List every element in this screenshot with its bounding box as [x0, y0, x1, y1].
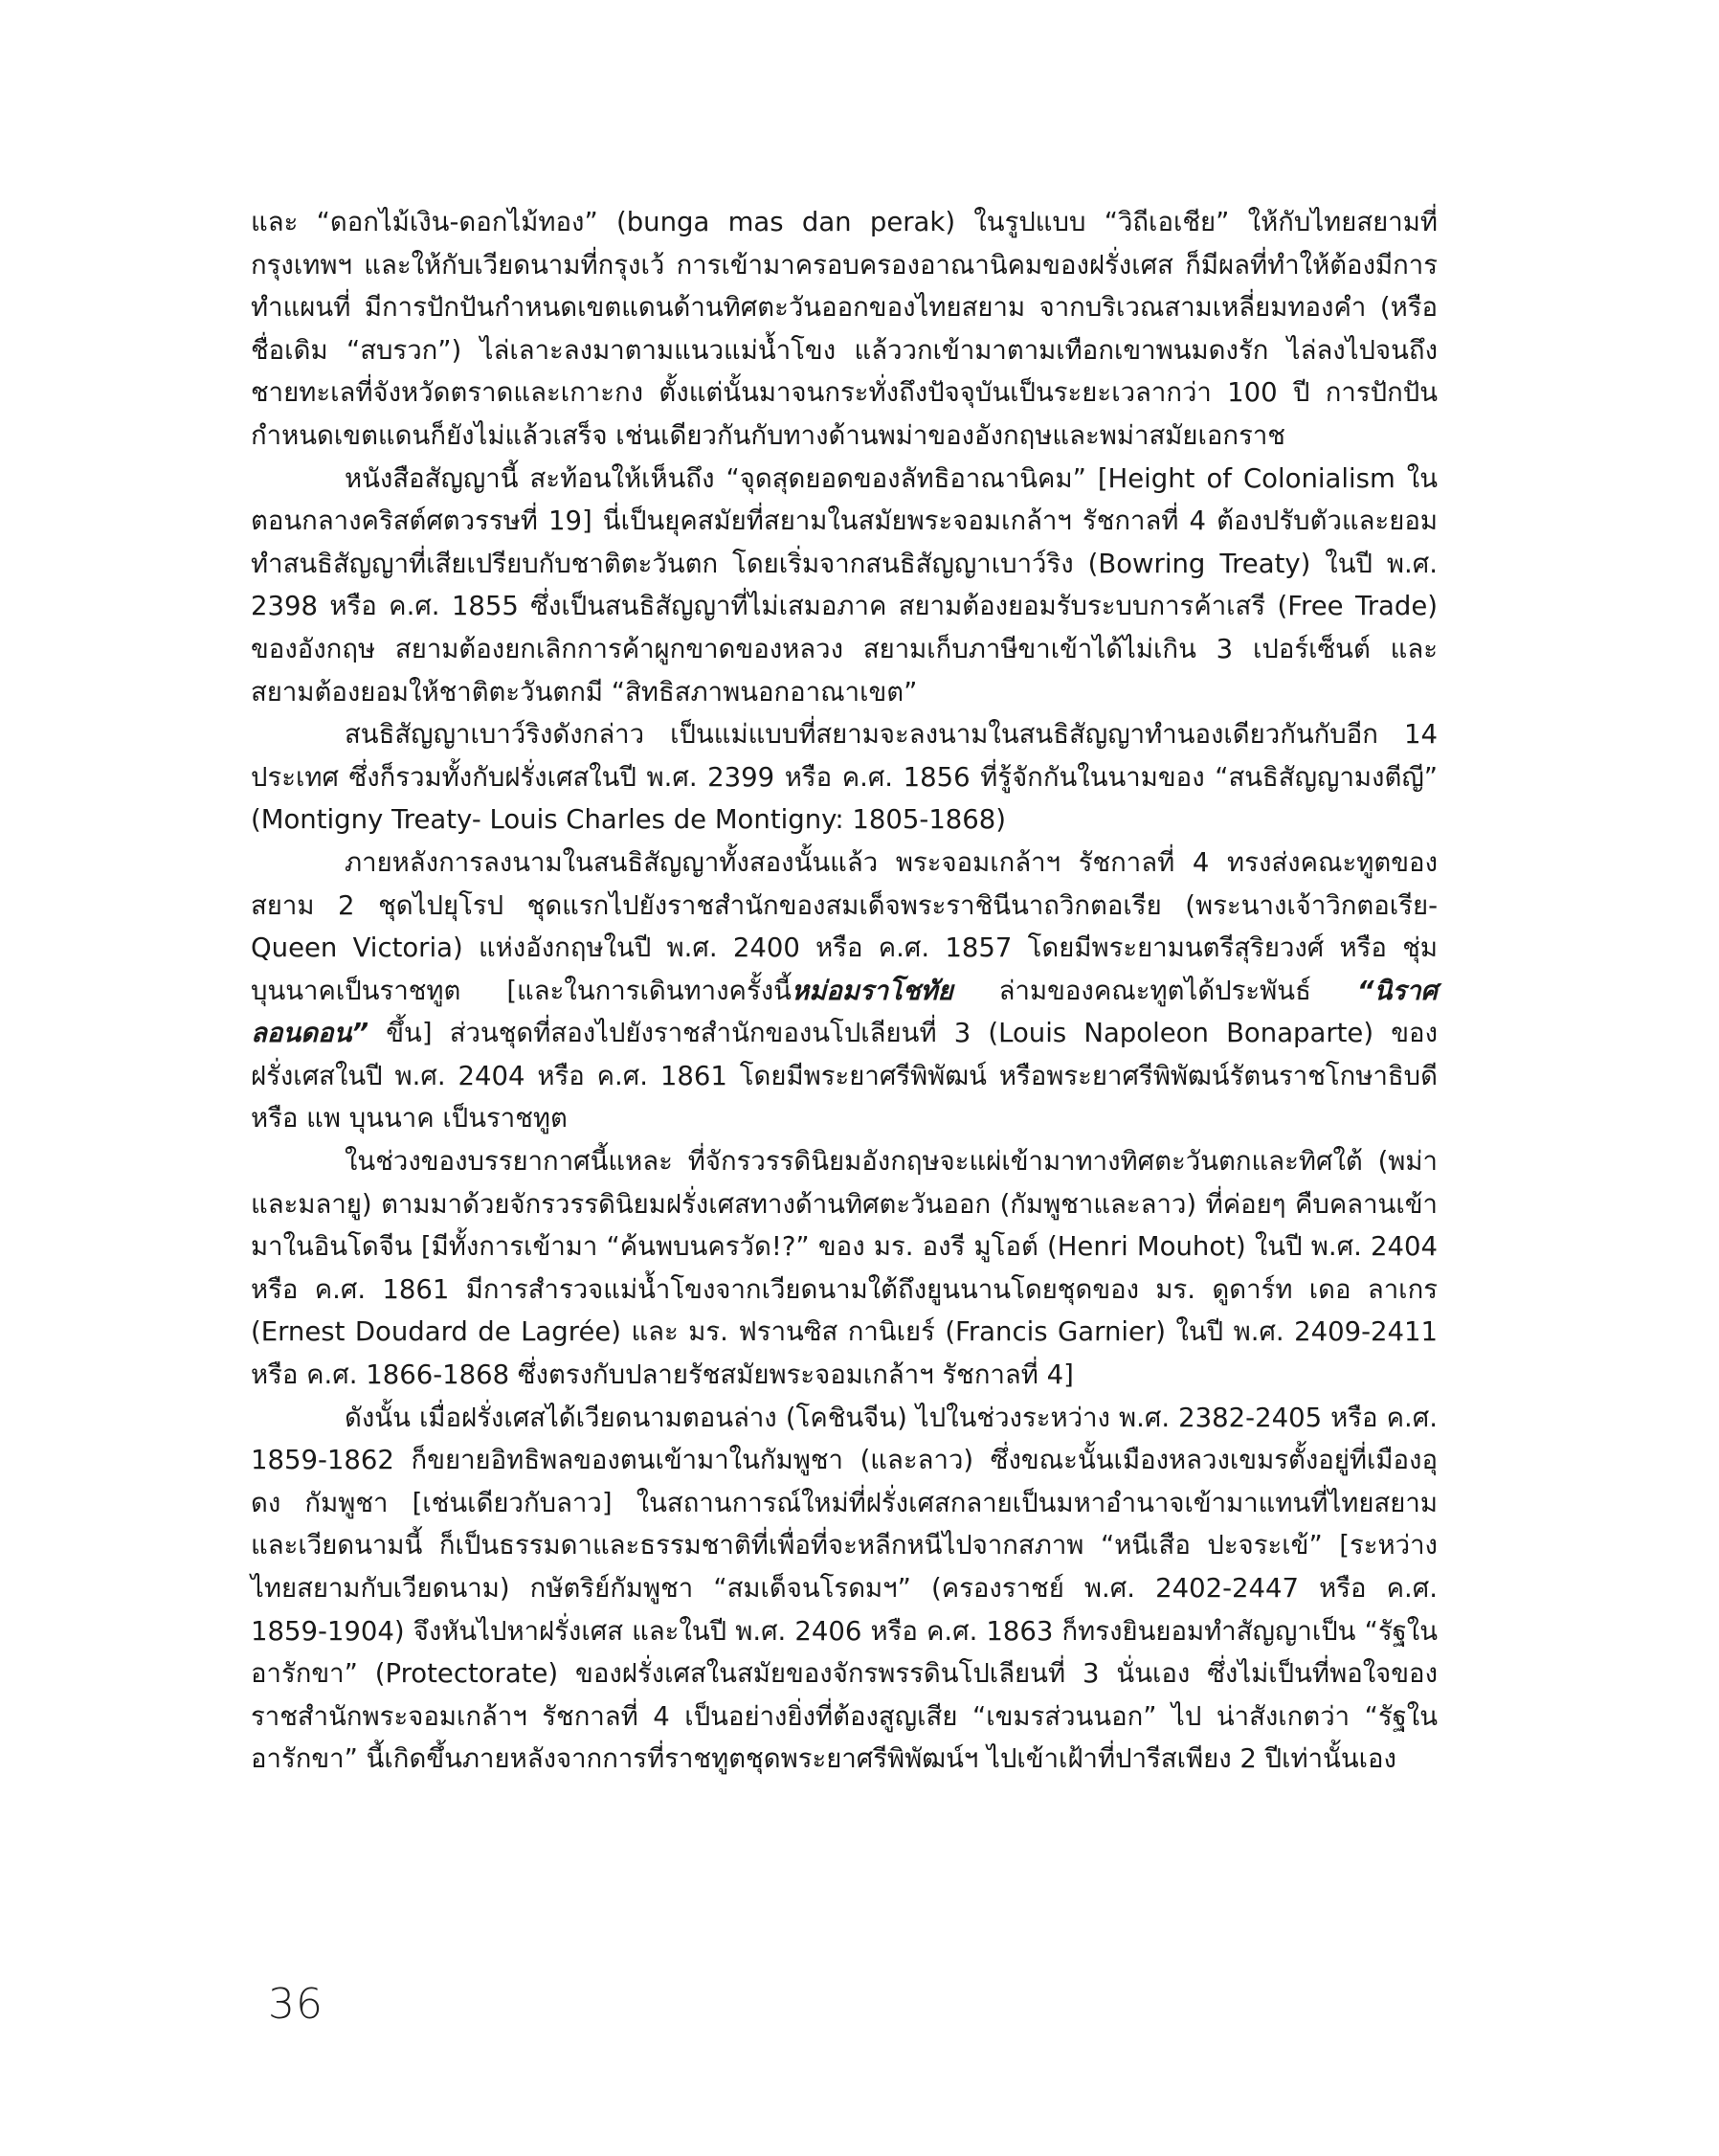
paragraph-4: [251, 842, 1438, 1140]
paragraph-1: [251, 201, 1438, 458]
paragraph-text: และ “ดอกไม้เงิน-ดอกไม้ทอง” (bunga mas dan perak) ในรูปแบบ “วิถีเอเชีย” ให้กับไทยสยามที่กรุงเทพฯ และให้กับเวียดนามที่กรุงเว้ การเข้ามาครอบครองอาณานิคมของฝรั่งเศส ก็มีผลที่ทำให้ต้องมีการทำแผนที่ มีการปักปันกำหนดเขตแดนด้านทิศตะวันออกของไทยสยาม จากบริเวณสามเหลี่ยมทองคำ (หรือชื่อเดิม “สบรวก”) ไล่เลาะลงมาตามแนวแม่น้ำโขง แล้ววกเข้ามาตามเทือกเขาพนมดงรัก ไล่ลงไปจนถึงชายทะเลที่จังหวัดตราดและเกาะกง ตั้งแต่นั้นมาจนกระทั่งถึงปัจจุบันเป็นระยะเวลากว่า 100 ปี การปักปันกำหนดเขตแดนก็ยังไม่แล้วเสร็จ เช่นเดียวกันกับทางด้านพม่าของอังกฤษและพม่าสมัยเอกราช: [251, 207, 1438, 451]
paragraph-2: [251, 458, 1438, 714]
body-text: [251, 201, 1438, 1781]
paragraph-3: [251, 713, 1438, 842]
emphasis-text: หม่อมราโชทัย: [791, 975, 953, 1006]
page-number: 36: [268, 1980, 324, 2029]
paragraph-5: [251, 1140, 1438, 1397]
paragraph-text: ในช่วงของบรรยากาศนี้แหละ ที่จักรวรรดินิยมอังกฤษจะแผ่เข้ามาทางทิศตะวันตกและทิศใต้ (พม่าและมลายู) ตามมาด้วยจักรวรรดินิยมฝรั่งเศสทางด้านทิศตะวันออก (กัมพูชาและลาว) ที่ค่อยๆ คืบคลานเข้ามาในอินโดจีน [มีทั้งการเข้ามา “ค้นพบนครวัด!?” ของ มร. องรี มูโอต์ (Henri Mouhot) ในปี พ.ศ. 2404 หรือ ค.ศ. 1861 มีการสำรวจแม่น้ำโขงจากเวียดนามใต้ถึงยูนนานโดยชุดของ มร. ดูดาร์ท เดอ ลาเกร (Ernest Doudard de Lagrée) และ มร. ฟรานซิส กานิเยร์ (Francis Garnier) ในปี พ.ศ. 2409-2411 หรือ ค.ศ. 1866-1868 ซึ่งตรงกับปลายรัชสมัยพระจอมเกล้าฯ รัชกาลที่ 4]: [251, 1146, 1438, 1391]
paragraph-text: ดังนั้น เมื่อฝรั่งเศสได้เวียดนามตอนล่าง (โคชินจีน) ไปในช่วงระหว่าง พ.ศ. 2382-2405 หรือ ค.ศ. 1859-1862 ก็ขยายอิทธิพลของตนเข้ามาในกัมพูชา (และลาว) ซึ่งขณะนั้นเมืองหลวงเขมรตั้งอยู่ที่เมืองอุดง กัมพูชา [เช่นเดียวกับลาว] ในสถานการณ์ใหม่ที่ฝรั่งเศสกลายเป็นมหาอำนาจเข้ามาแทนที่ไทยสยามและเวียดนามนี้ ก็เป็นธรรมดาและธรรมชาติที่เพื่อที่จะหลีกหนีไปจากสภาพ “หนีเสือ ปะจระเข้” [ระหว่างไทยสยามกับเวียดนาม) กษัตริย์กัมพูชา “สมเด็จนโรดมฯ” (ครองราชย์ พ.ศ. 2402-2447 หรือ ค.ศ. 1859-1904) จึงหันไปหาฝรั่งเศส และในปี พ.ศ. 2406 หรือ ค.ศ. 1863 ก็ทรงยินยอมทำสัญญาเป็น “รัฐในอารักขา” (Protectorate) ของฝรั่งเศสในสมัยของจักรพรรดินโปเลียนที่ 3 นั่นเอง ซึ่งไม่เป็นที่พอใจของราชสำนักพระจอมเกล้าฯ รัชกาลที่ 4 เป็นอย่างยิ่งที่ต้องสูญเสีย “เขมรส่วนนอก” ไป น่าสังเกตว่า “รัฐในอารักขา” นี้เกิดขึ้นภายหลังจากการที่ราชทูตชุดพระยาศรีพิพัฒน์ฯ ไปเข้าเฝ้าที่ปารีสเพียง 2 ปีเท่านั้นเอง: [251, 1402, 1438, 1775]
paragraph-text: ล่ามของคณะทูตได้ประพันธ์: [952, 975, 1357, 1006]
paragraph-6: [251, 1397, 1438, 1781]
paragraph-text: ขึ้น] ส่วนชุดที่สองไปยังราชสำนักของนโปเลียนที่ 3 (Louis Napoleon Bonaparte) ของฝรั่งเศสในปี พ.ศ. 2404 หรือ ค.ศ. 1861 โดยมีพระยาศรีพิพัฒน์ หรือพระยาศรีพิพัฒน์รัตนราชโกษาธิบดี หรือ แพ บุนนาค เป็นราชทูต: [251, 1018, 1438, 1134]
emphasis-text: “นิราศลอนดอน”: [251, 975, 1439, 1049]
paragraph-text: ภายหลังการลงนามในสนธิสัญญาทั้งสองนั้นแล้ว พระจอมเกล้าฯ รัชกาลที่ 4 ทรงส่งคณะทูตของสยาม 2 ชุดไปยุโรป ชุดแรกไปยังราชสำนักของสมเด็จพระราชินีนาถวิกตอเรีย (พระนางเจ้าวิกตอเรีย- Queen Victoria) แห่งอังกฤษในปี พ.ศ. 2400 หรือ ค.ศ. 1857 โดยมีพระยามนตรีสุริยวงศ์ หรือ ชุ่ม บุนนาคเป็นราชทูต [และในการเดินทางครั้งนี้: [251, 846, 1438, 1006]
paragraph-text: สนธิสัญญาเบาว์ริงดังกล่าว เป็นแม่แบบที่สยามจะลงนามในสนธิสัญญาทำนองเดียวกันกับอีก 14 ประเทศ ซึ่งก็รวมทั้งกับฝรั่งเศสในปี พ.ศ. 2399 หรือ ค.ศ. 1856 ที่รู้จักกันในนามของ “สนธิสัญญามงตีญี” (Montigny Treaty- Louis Charles de Montigny: 1805-1868): [251, 719, 1438, 836]
paragraph-text: หนังสือสัญญานี้ สะท้อนให้เห็นถึง “จุดสุดยอดของลัทธิอาณานิคม” [Height of Colonialism ในตอนกลางคริสต์ศตวรรษที่ 19] นี่เป็นยุคสมัยที่สยามในสมัยพระจอมเกล้าฯ รัชกาลที่ 4 ต้องปรับตัวและยอมทำสนธิสัญญาที่เสียเปรียบกับชาติตะวันตก โดยเริ่มจากสนธิสัญญาเบาว์ริง (Bowring Treaty) ในปี พ.ศ. 2398 หรือ ค.ศ. 1855 ซึ่งเป็นสนธิสัญญาที่ไม่เสมอภาค สยามต้องยอมรับระบบการค้าเสรี (Free Trade) ของอังกฤษ สยามต้องยกเลิกการค้าผูกขาดของหลวง สยามเก็บภาษีขาเข้าได้ไม่เกิน 3 เปอร์เซ็นต์ และสยามต้องยอมให้ชาติตะวันตกมี “สิทธิสภาพนอกอาณาเขต”: [251, 462, 1438, 707]
